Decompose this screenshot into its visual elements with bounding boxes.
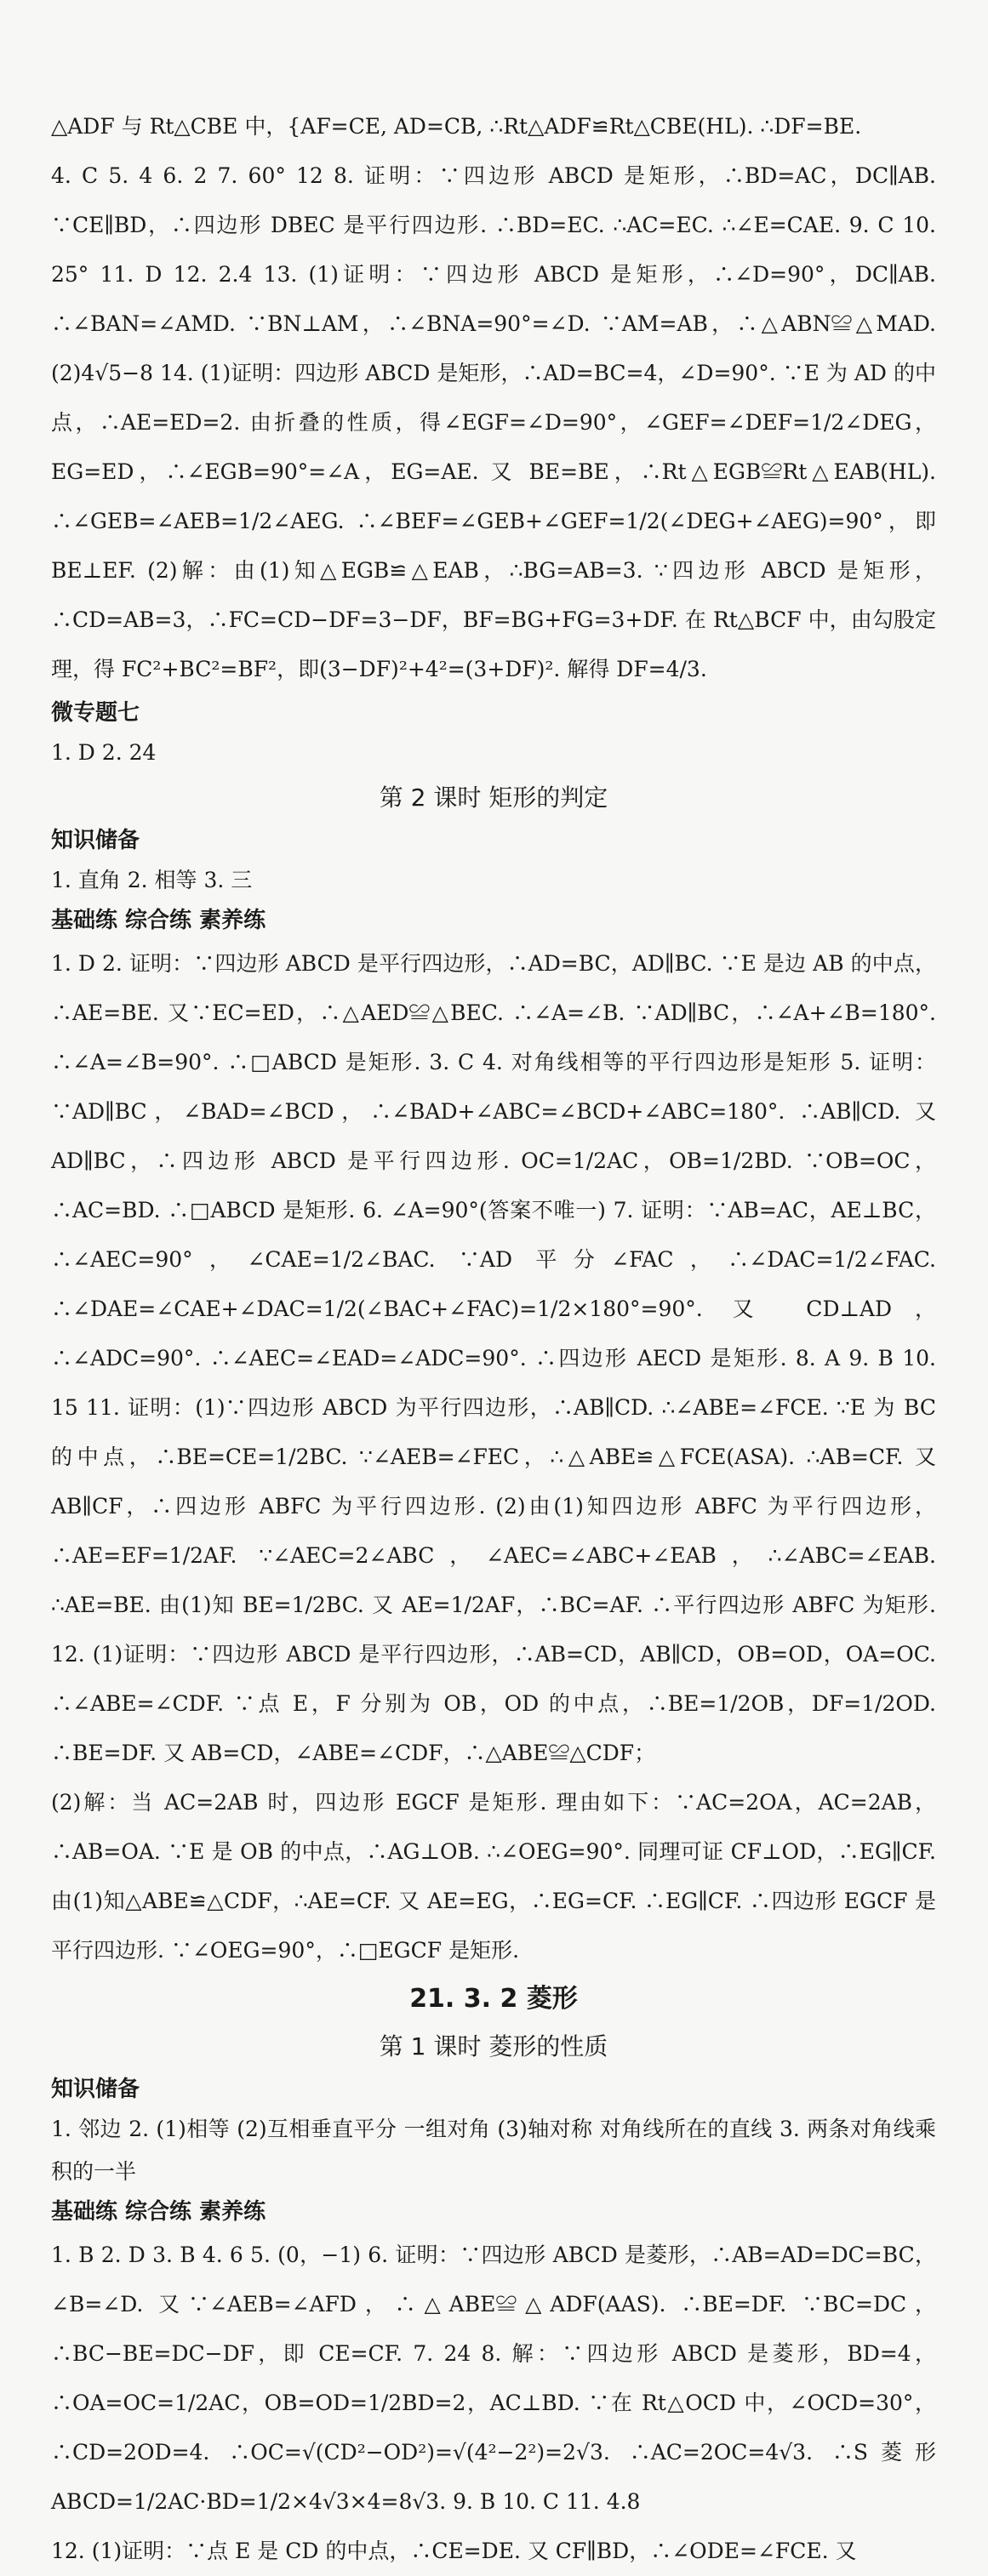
answer-paragraph: 1. B 2. D 3. B 4. 6 5. (0，−1) 6. 证明：∵四边形 ABCD 是菱形，∴AB=AD=DC=BC，∠B=∠D. 又∵∠AEB=∠AFD，∴△ABE≌△ADF(AAS). ∴BE=DF. ∵BC=DC，∴BC−BE=DC−DF，即 CE=CF. 7. 24 8. 解：∵四边形 ABCD 是菱形，BD=4，∴OA=OC=1/2AC，OB=OD=1/2BD=2，AC⊥BD. ∵在 Rt△OCD 中，∠OCD=30°，∴CD=2OD=4. ∴OC=√(CD²−OD²)=√(4²−2²)=2√3. ∴AC=2OC=4√3. ∴S菱形ABCD=1/2AC·BD=1/2×4√3×4=8√3. 9. B 10. C 11. 4.8 [51, 2243, 936, 2514]
lesson-title: 第 2 课时 矩形的判定 [379, 784, 608, 812]
knowledge-answers: 1. 邻边 2. (1)相等 (2)互相垂直平分 一组对角 (3)轴对称 对角线所在的直线 3. 两条对角线乘积的一半 [51, 2117, 936, 2184]
section-heading: 知识储备 [51, 828, 140, 853]
micro-topic-title: 微专题七 [51, 700, 140, 726]
section-heading: 知识储备 [51, 2077, 140, 2102]
answer-paragraph: △ADF 与 Rt△CBE 中，{AF=CE, AD=CB, ∴Rt△ADF≌Rt△CBE(HL). ∴DF=BE. [51, 114, 862, 139]
micro-topic-answers: 1. D 2. 24 [51, 740, 157, 765]
section-title: 21. 3. 2 菱形 [409, 1984, 578, 2014]
answer-paragraph: (2)解：当 AC=2AB 时，四边形 EGCF 是矩形. 理由如下：∵AC=2OA，AC=2AB，∴AB=OA. ∵E 是 OB 的中点，∴AG⊥OB. ∴∠OEG=90°. 同理可证 CF⊥OD，∴EG∥CF. 由(1)知△ABE≌△CDF，∴AE=CF. 又 AE=EG，∴EG=CF. ∴EG∥CF. ∴四边形 EGCF 是平行四边形. ∵∠OEG=90°，∴□EGCF 是矩形. [51, 1790, 936, 1963]
lesson-title: 第 1 课时 菱形的性质 [379, 2032, 608, 2060]
section-heading: 基础练 综合练 素养练 [51, 2199, 266, 2225]
answer-paragraph: 12. (1)证明：∵点 E 是 CD 的中点，∴CE=DE. 又 CF∥BD，∴∠ODE=∠FCE. 又 [51, 2539, 857, 2563]
answer-paragraph: 1. D 2. 证明：∵四边形 ABCD 是平行四边形，∴AD=BC，AD∥BC. ∵E 是边 AB 的中点，∴AE=BE. 又∵EC=ED，∴△AED≌△BEC. ∴∠A=∠B. ∵AD∥BC，∴∠A+∠B=180°. ∴∠A=∠B=90°. ∴□ABCD 是矩形. 3. C 4. 对角线相等的平行四边形是矩形 5. 证明：∵AD∥BC，∠BAD=∠BCD，∴∠BAD+∠ABC=∠BCD+∠ABC=180°. ∴AB∥CD. 又 AD∥BC，∴四边形 ABCD 是平行四边形. OC=1/2AC，OB=1/2BD. ∵OB=OC，∴AC=BD. ∴□ABCD 是矩形. 6. ∠A=90°(答案不唯一) 7. 证明：∵AB=AC，AE⊥BC，∴∠AEC=90°，∠CAE=1/2∠BAC. ∵AD 平分∠FAC，∴∠DAC=1/2∠FAC. ∴∠DAE=∠CAE+∠DAC=1/2(∠BAC+∠FAC)=1/2×180°=90°. 又 CD⊥AD，∴∠ADC=90°. ∴∠AEC=∠EAD=∠ADC=90°. ∴四边形 AECD 是矩形. 8. A 9. B 10. 15 11. 证明：(1)∵四边形 ABCD 为平行四边形，∴AB∥CD. ∴∠ABE=∠FCE. ∵E 为 BC 的中点，∴BE=CE=1/2BC. ∵∠AEB=∠FEC，∴△ABE≌△FCE(ASA). ∴AB=CF. 又 AB∥CF，∴四边形 ABFC 为平行四边形. (2)由(1)知四边形 ABFC 为平行四边形，∴AE=EF=1/2AF. ∵∠AEC=2∠ABC，∠AEC=∠ABC+∠EAB，∴∠ABC=∠EAB. ∴AE=BE. 由(1)知 BE=1/2BC. 又 AE=1/2AF，∴BC=AF. ∴平行四边形 ABFC 为矩形. 12. (1)证明：∵四边形 ABCD 是平行四边形，∴AB=CD，AB∥CD，OB=OD，OA=OC. ∴∠ABE=∠CDF. ∵点 E，F 分别为 OB，OD 的中点，∴BE=1/2OB，DF=1/2OD. ∴BE=DF. 又 AB=CD，∠ABE=∠CDF，∴△ABE≌△CDF； [51, 951, 936, 1765]
answer-paragraph: 4. C 5. 4 6. 2 7. 60° 12 8. 证明：∵四边形 ABCD 是矩形，∴BD=AC，DC∥AB. ∵CE∥BD，∴四边形 DBEC 是平行四边形. ∴BD=EC. ∴AC=EC. ∴∠E=CAE. 9. C 10. 25° 11. D 12. 2.4 13. (1)证明：∵四边形 ABCD 是矩形，∴∠D=90°，DC∥AB. ∴∠BAN=∠AMD. ∵BN⊥AM，∴∠BNA=90°=∠D. ∵AM=AB，∴△ABN≌△MAD. (2)4√5−8 14. (1)证明：四边形 ABCD 是矩形，∴AD=BC=4，∠D=90°. ∵E 为 AD 的中点，∴AE=ED=2. 由折叠的性质，得∠EGF=∠D=90°，∠GEF=∠DEF=1/2∠DEG，EG=ED，∴∠EGB=90°=∠A，EG=AE. 又 BE=BE，∴Rt△EGB≌Rt△EAB(HL). ∴∠GEB=∠AEB=1/2∠AEG. ∴∠BEF=∠GEB+∠GEF=1/2(∠DEG+∠AEG)=90°，即 BE⊥EF. (2)解：由(1)知△EGB≌△EAB，∴BG=AB=3. ∵四边形 ABCD 是矩形，∴CD=AB=3，∴FC=CD−DF=3−DF，BF=BG+FG=3+DF. 在 Rt△BCF 中，由勾股定理，得 FC²+BC²=BF²，即(3−DF)²+4²=(3+DF)². 解得 DF=4/3. [51, 163, 936, 681]
answer-content [51, 102, 936, 2576]
section-heading: 基础练 综合练 素养练 [51, 908, 266, 933]
knowledge-answers: 1. 直角 2. 相等 3. 三 [51, 868, 253, 892]
